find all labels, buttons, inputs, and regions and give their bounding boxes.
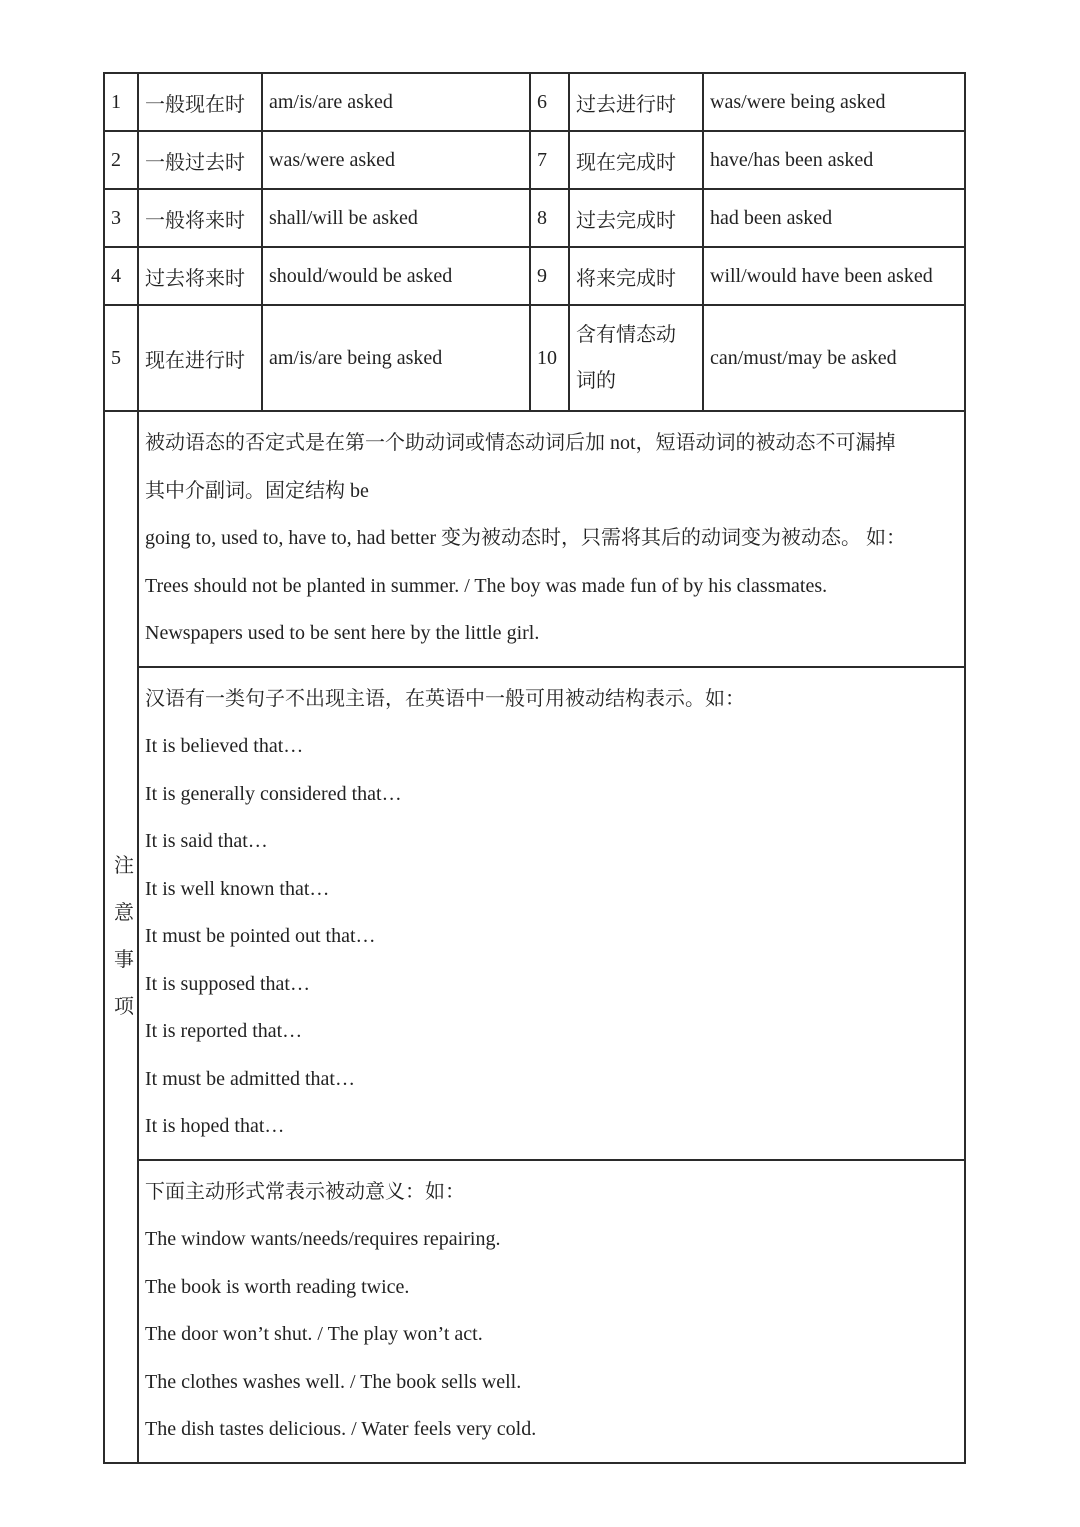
notes-label bbox=[104, 411, 138, 1463]
tense-name: 一般过去时 bbox=[138, 131, 262, 189]
tense-name: 一般将来时 bbox=[138, 189, 262, 247]
note-active-with-passive-meaning bbox=[138, 1160, 965, 1463]
tense-name: 一般现在时 bbox=[138, 73, 262, 131]
note-line: 汉语有一类句子不出现主语，在英语中一般可用被动结构表示。如： bbox=[145, 687, 745, 710]
notes-row bbox=[104, 667, 965, 1160]
tense-number: 8 bbox=[530, 189, 569, 247]
notes-label-char: 项 bbox=[114, 995, 134, 1018]
note-line: It must be pointed out that… bbox=[145, 925, 376, 947]
notes-label-char: 注 bbox=[114, 854, 134, 877]
note-line: The door won’t shut. / The play won’t act. bbox=[145, 1323, 483, 1345]
note-line: The book is worth reading twice. bbox=[145, 1275, 410, 1298]
tense-name: 现在进行时 bbox=[138, 305, 262, 411]
tense-row bbox=[104, 189, 965, 247]
tense-name: 过去将来时 bbox=[138, 247, 262, 305]
tense-name: 过去完成时 bbox=[569, 189, 703, 247]
note-line: going to, used to, have to, had better 变为被动态时，只需将其后的动词变为被动态。 如： bbox=[145, 527, 907, 549]
tense-form: am/is/are being asked bbox=[262, 305, 530, 411]
notes-row bbox=[104, 1160, 965, 1463]
note-line: It is supposed that… bbox=[145, 972, 310, 995]
tense-number: 1 bbox=[104, 73, 138, 131]
tense-row bbox=[104, 131, 965, 189]
note-line: It must be admitted that… bbox=[145, 1067, 355, 1090]
tense-form: had been asked bbox=[703, 189, 965, 247]
note-line: The clothes washes well. / The book sells well. bbox=[145, 1370, 522, 1393]
tense-number: 6 bbox=[530, 73, 569, 131]
tense-row bbox=[104, 305, 965, 411]
note-line: It is hoped that… bbox=[145, 1115, 285, 1137]
notes-label-char: 意 bbox=[114, 901, 134, 924]
tense-form: was/were asked bbox=[262, 131, 530, 189]
tense-number: 10 bbox=[530, 305, 569, 411]
notes-label-char: 事 bbox=[114, 948, 134, 971]
note-negative-passive bbox=[138, 411, 965, 667]
note-line: It is generally considered that… bbox=[145, 782, 402, 805]
note-impersonal-passive bbox=[138, 667, 965, 1160]
tense-form: am/is/are asked bbox=[262, 73, 530, 131]
passive-voice-table bbox=[103, 72, 966, 1464]
note-line: It is said that… bbox=[145, 830, 268, 852]
note-line: Trees should not be planted in summer. / The boy was made fun of by his classmates. bbox=[145, 574, 828, 597]
note-line: The window wants/needs/requires repairing. bbox=[145, 1228, 501, 1250]
note-line: The dish tastes delicious. / Water feels very cold. bbox=[145, 1418, 537, 1440]
tense-form: should/would be asked bbox=[262, 247, 530, 305]
tense-name-line: 词的 bbox=[576, 370, 616, 392]
tense-form: have/has been asked bbox=[703, 131, 965, 189]
tense-number: 5 bbox=[104, 305, 138, 411]
note-line: 被动语态的否定式是在第一个助动词或情态动词后加 not，短语动词的被动态不可漏掉 bbox=[145, 432, 896, 454]
note-line: 其中介副词。固定结构 be bbox=[145, 479, 369, 502]
note-line: It is reported that… bbox=[145, 1020, 303, 1042]
tense-form: was/were being asked bbox=[703, 73, 965, 131]
tense-form: shall/will be asked bbox=[262, 189, 530, 247]
note-line: 下面主动形式常表示被动意义：如： bbox=[145, 1180, 465, 1203]
tense-form: will/would have been asked bbox=[703, 247, 965, 305]
tense-name-line: 含有情态动 bbox=[576, 324, 676, 346]
tense-name: 现在完成时 bbox=[569, 131, 703, 189]
note-line: It is well known that… bbox=[145, 877, 330, 900]
tense-number: 3 bbox=[104, 189, 138, 247]
tense-form: can/must/may be asked bbox=[703, 305, 965, 411]
tense-number: 4 bbox=[104, 247, 138, 305]
tense-number: 2 bbox=[104, 131, 138, 189]
tense-name: 将来完成时 bbox=[569, 247, 703, 305]
note-line: It is believed that… bbox=[145, 735, 304, 757]
notes-row bbox=[104, 411, 965, 667]
tense-number: 9 bbox=[530, 247, 569, 305]
tense-name bbox=[569, 305, 703, 411]
tense-row bbox=[104, 73, 965, 131]
tense-number: 7 bbox=[530, 131, 569, 189]
tense-name: 过去进行时 bbox=[569, 73, 703, 131]
note-line: Newspapers used to be sent here by the little girl. bbox=[145, 622, 540, 644]
tense-row bbox=[104, 247, 965, 305]
